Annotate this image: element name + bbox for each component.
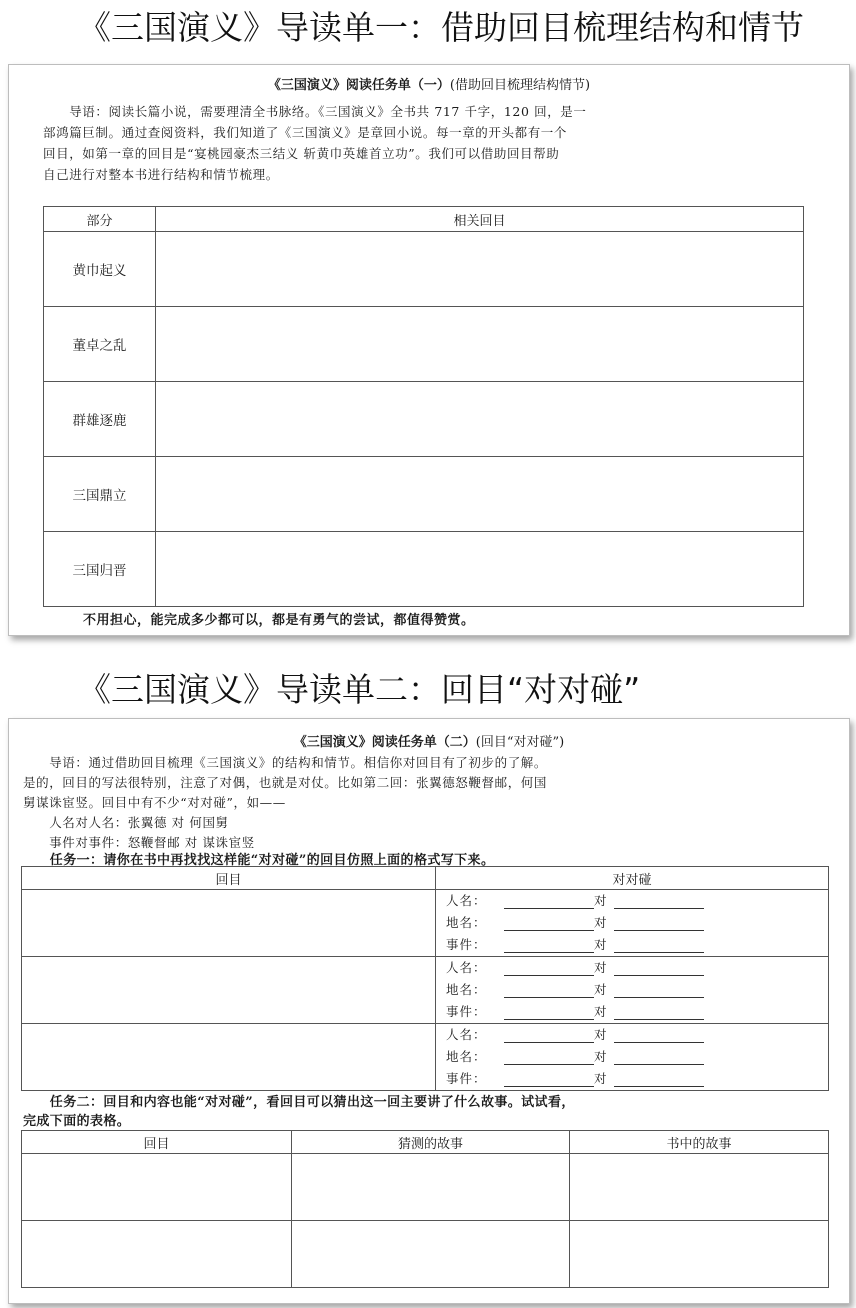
table-row <box>22 890 829 957</box>
intro-line: 导语：阅读长篇小说，需要理清全书脉络。《三国演义》全书共 717 千字，120 回，是一 <box>43 104 587 119</box>
header-part: 部分 <box>44 207 156 232</box>
book-story-cell[interactable] <box>570 1221 829 1288</box>
sheet-one-subtitle: (借助回目梳理结构情节) <box>449 78 591 93</box>
chapter-answer-cell[interactable] <box>22 1221 292 1288</box>
table-row <box>22 957 829 1024</box>
part-label: 群雄逐鹿 <box>44 382 156 457</box>
blank-field[interactable] <box>504 1028 594 1043</box>
pairing-cell <box>436 957 829 1024</box>
header-related-chapters: 相关回目 <box>156 207 804 232</box>
pair-line-event: 事件： 对 <box>446 1001 828 1023</box>
sheet-two-intro <box>23 753 833 853</box>
pair-line-place: 地名： 对 <box>446 1046 828 1068</box>
pair-line-place: 地名： 对 <box>446 912 828 934</box>
blank-field[interactable] <box>504 1072 594 1087</box>
intro-line: 事件对事件：怒鞭督邮 对 谋诛宦竖 <box>23 835 255 850</box>
table-row <box>44 307 804 382</box>
pair-line-name: 人名： 对 <box>446 1024 828 1046</box>
blank-field[interactable] <box>504 894 594 909</box>
structure-table <box>43 206 804 607</box>
blank-field[interactable] <box>614 1005 704 1020</box>
blank-field[interactable] <box>614 983 704 998</box>
table-row <box>22 1024 829 1091</box>
chapters-answer-cell[interactable] <box>156 307 804 382</box>
table-row <box>22 1154 829 1221</box>
pair-line-name: 人名： 对 <box>446 890 828 912</box>
structure-table-header <box>44 207 804 232</box>
table-row <box>44 232 804 307</box>
blank-field[interactable] <box>614 1072 704 1087</box>
table-row <box>44 457 804 532</box>
intro-line: 是的，回目的写法很特别，注意了对偶，也就是对仗。比如第二回：张翼德怒鞭督邮，何国 <box>23 775 548 790</box>
blank-field[interactable] <box>504 983 594 998</box>
header-pairing: 对对碰 <box>436 867 829 890</box>
part-label: 三国鼎立 <box>44 457 156 532</box>
blank-field[interactable] <box>614 916 704 931</box>
book-story-cell[interactable] <box>570 1154 829 1221</box>
sheet-two-title-main: 《三国演义》阅读任务单（二） <box>293 735 476 750</box>
part-label: 三国归晋 <box>44 532 156 607</box>
chapters-answer-cell[interactable] <box>156 382 804 457</box>
blank-field[interactable] <box>614 894 704 909</box>
task-one-instruction: 任务一：请你在书中再找找这样能“对对碰”的回目仿照上面的格式写下来。 <box>23 853 495 868</box>
blank-field[interactable] <box>614 938 704 953</box>
task-sheet-one <box>8 64 850 636</box>
chapter-answer-cell[interactable] <box>22 1024 436 1091</box>
sheet-two-title <box>9 731 849 750</box>
header-chapter: 回目 <box>22 867 436 890</box>
pairing-cell <box>436 1024 829 1091</box>
sheet-two-subtitle: (回目“对对碰”) <box>475 735 565 750</box>
blank-field[interactable] <box>504 1050 594 1065</box>
intro-line: 回目，如第一章的回目是“宴桃园豪杰三结义 斩黄巾英雄首立功”。我们可以借助回目帮助 <box>43 146 560 161</box>
sheet-one-title-main: 《三国演义》阅读任务单（一） <box>267 78 450 93</box>
table-row <box>44 382 804 457</box>
header-chapter: 回目 <box>22 1131 292 1154</box>
intro-line: 自己进行对整本书进行结构和情节梳理。 <box>43 167 279 182</box>
sheet-one-intro <box>43 101 823 185</box>
header-guessed-story: 猜测的故事 <box>292 1131 570 1154</box>
intro-line: 部鸿篇巨制。通过查阅资料，我们知道了《三国演义》是章回小说。每一章的开头都有一个 <box>43 125 568 140</box>
page-heading-two: 《三国演义》导读单二：回目“对对碰” <box>78 670 641 709</box>
task-two-line: 任务二：回目和内容也能“对对碰”，看回目可以猜出这一回主要讲了什么故事。试试看， <box>23 1095 575 1110</box>
task-two-line: 完成下面的表格。 <box>23 1114 131 1129</box>
intro-line: 舅谋诛宦竖。回目中有不少“对对碰”，如—— <box>23 795 286 810</box>
intro-line: 导语：通过借助回目梳理《三国演义》的结构和情节。相信你对回目有了初步的了解。 <box>23 755 548 770</box>
header-book-story: 书中的故事 <box>570 1131 829 1154</box>
pairing-table <box>21 866 829 1091</box>
pair-line-name: 人名： 对 <box>446 957 828 979</box>
pairing-table-header <box>22 867 829 890</box>
part-label: 黄巾起义 <box>44 232 156 307</box>
pair-line-event: 事件： 对 <box>446 1068 828 1090</box>
blank-field[interactable] <box>504 961 594 976</box>
chapter-answer-cell[interactable] <box>22 957 436 1024</box>
chapters-answer-cell[interactable] <box>156 457 804 532</box>
chapters-answer-cell[interactable] <box>156 532 804 607</box>
table-row <box>22 1221 829 1288</box>
blank-field[interactable] <box>504 938 594 953</box>
pair-line-event: 事件： 对 <box>446 934 828 956</box>
intro-line: 人名对人名：张翼德 对 何国舅 <box>23 815 229 830</box>
encouragement-note: 不用担心，能完成多少都可以，都是有勇气的尝试，都值得赞赏。 <box>83 613 475 628</box>
blank-field[interactable] <box>504 1005 594 1020</box>
blank-field[interactable] <box>614 1050 704 1065</box>
chapters-answer-cell[interactable] <box>156 232 804 307</box>
pair-line-place: 地名： 对 <box>446 979 828 1001</box>
blank-field[interactable] <box>614 1028 704 1043</box>
story-guess-table <box>21 1130 829 1288</box>
task-sheet-two <box>8 718 850 1304</box>
part-label: 董卓之乱 <box>44 307 156 382</box>
story-guess-table-header <box>22 1131 829 1154</box>
table-row <box>44 532 804 607</box>
blank-field[interactable] <box>504 916 594 931</box>
chapter-answer-cell[interactable] <box>22 1154 292 1221</box>
blank-field[interactable] <box>614 961 704 976</box>
chapter-answer-cell[interactable] <box>22 890 436 957</box>
guessed-story-cell[interactable] <box>292 1154 570 1221</box>
page-heading-one: 《三国演义》导读单一：借助回目梳理结构和情节 <box>78 8 804 47</box>
task-two-instruction <box>23 1093 575 1131</box>
sheet-one-title <box>9 74 849 93</box>
guessed-story-cell[interactable] <box>292 1221 570 1288</box>
pairing-cell <box>436 890 829 957</box>
